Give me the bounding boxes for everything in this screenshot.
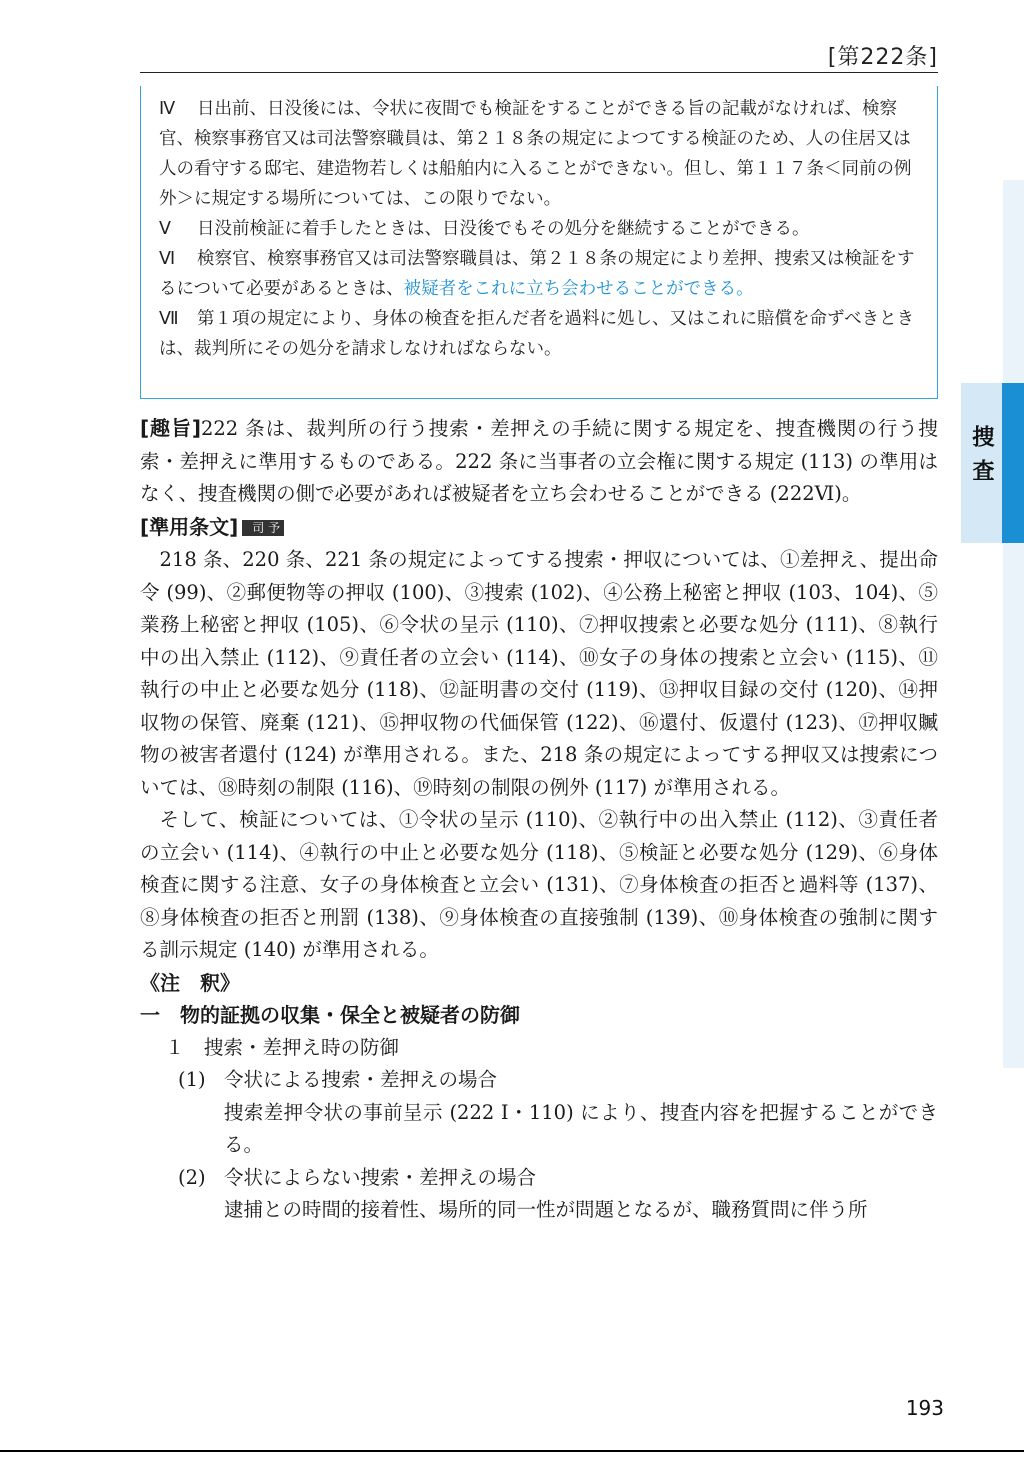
header-rule — [140, 72, 938, 73]
exam-badge: 司 予 — [242, 520, 284, 536]
applied-paragraph-2: そして、検証については、①令状の呈示 (110)、②執行中の出入禁止 (112)、③責任者の立会い (114)、④執行の中止と必要な処分 (118)、⑤検証と必要な処分 (129)、⑥身体検査に関する注意、女子の身体検査と立会い (131)、⑦身体検査の拒否と過料等 (137)、⑧身体検査の拒否と刑罰 (138)、⑨身体検査の直接強制 (139)、⑩身体検査の強制に関する訓示規定 (140) が準用される。 — [140, 808, 938, 961]
subitem-title: 令状によらない捜索・差押えの場合 — [224, 1165, 537, 1189]
chapter-tab-label: 捜査 — [969, 425, 994, 493]
applied-label: [準用条文] — [140, 514, 239, 539]
main-text — [140, 412, 938, 1227]
subitem-2-heading — [140, 1162, 938, 1195]
statute-clause-7 — [159, 304, 925, 364]
clause-text: 検察官、検察事務官又は司法警察職員は、第２１８条の規定により差押、捜索又は検証をするについて必要があるときは、 — [159, 249, 915, 299]
clause-text: 日出前、日没後には、令状に夜間でも検証をすることができる旨の記載がなければ、検察官、検察事務官又は司法警察職員は、第２１８条の規定によつてする検証のため、人の住居又は人の看守する邸宅、建造物若しくは船舶内に入ることができない。但し、第１１７条＜同前の例外＞に規定する場所については、この限りでない。 — [159, 99, 912, 209]
statute-clause-5 — [159, 214, 925, 244]
section-heading: 一 物的証拠の収集・保全と被疑者の防御 — [140, 1003, 520, 1027]
highlighted-text: 被疑者をこれに立ち会わせることができる。 — [403, 279, 754, 299]
clause-number: Ⅶ — [159, 309, 179, 329]
clause-number: Ⅵ — [159, 249, 176, 269]
running-head: [第222条] — [827, 45, 938, 70]
subitem-number: (2) — [178, 1165, 206, 1189]
subitem-title: 令状による捜索・差押えの場合 — [224, 1068, 498, 1091]
statute-clause-4 — [159, 94, 925, 214]
purpose-paragraph — [140, 412, 938, 511]
clause-text: 第１項の規定により、身体の検査を拒んだ者を過料に処し、又はこれに賠償を命ずべきときは、裁判所にその処分を請求しなければならない。 — [159, 309, 915, 359]
applied-heading — [140, 511, 938, 545]
purpose-text: 222 条は、裁判所の行う捜索・差押えの手続に関する規定を、捜査機関の行う捜索・差押えに準用するものである。222 条に当事者の立会権に関する規定 (113) の準用はなく、捜査機関の側で必要があれば被疑者を立ち会わせることができる (222Ⅵ)。 — [140, 417, 938, 505]
subitem-1-text: 捜索差押令状の事前呈示 (222 Ⅰ・110) により、捜査内容を把握することができる。 — [224, 1100, 938, 1156]
purpose-label: [趣旨] — [140, 416, 201, 440]
clause-text: 日没前検証に着手したときは、日没後でもその処分を継続することができる。 — [197, 219, 810, 239]
subitem-2-text: 逮捕との時間的接着性、場所的同一性が問題となるが、職務質問に伴う所 — [224, 1198, 868, 1221]
chapter-tab[interactable] — [961, 383, 1024, 543]
chapter-tab-bar — [1002, 383, 1024, 543]
bottom-rule — [0, 1450, 1024, 1452]
applied-paragraph-1: 218 条、220 条、221 条の規定によってする捜索・押収については、①差押え、提出命令 (99)、②郵便物等の押収 (100)、③捜索 (102)、④公務上秘密と押収 (103、104)、⑤業務上秘密と押収 (105)、⑥令状の呈示 (110)、⑦押収捜索と必要な処分 (111)、⑧執行中の出入禁止 (112)、⑨責任者の立会い (114)、⑩女子の身体の捜索と立会い (115)、⑪執行の中止と必要な処分 (118)、⑫証明書の交付 (119)、⑬押収目録の交付 (120)、⑭押収物の保管、廃棄 (121)、⑮押収物の代価保管 (122)、⑯還付、仮還付 (123)、⑰押収贓物の被害者還付 (124) が準用される。また、218 条の規定によってする押収又は捜索については、⑱時刻の制限 (116)、⑲時刻の制限の例外 (117) が準用される。 — [140, 548, 938, 799]
clause-number: Ⅴ — [159, 219, 171, 239]
notes-heading: 《注 釈》 — [140, 970, 240, 995]
subitem-1-heading — [140, 1064, 938, 1097]
statute-box — [140, 86, 938, 399]
statute-clause-6 — [159, 244, 925, 304]
subitem-number: (1) — [178, 1068, 206, 1091]
side-strip — [1003, 180, 1024, 1068]
clause-number: Ⅳ — [159, 99, 176, 119]
page-number: 193 — [905, 1396, 944, 1420]
item-heading: １ 捜索・差押え時の防御 — [165, 1035, 400, 1059]
